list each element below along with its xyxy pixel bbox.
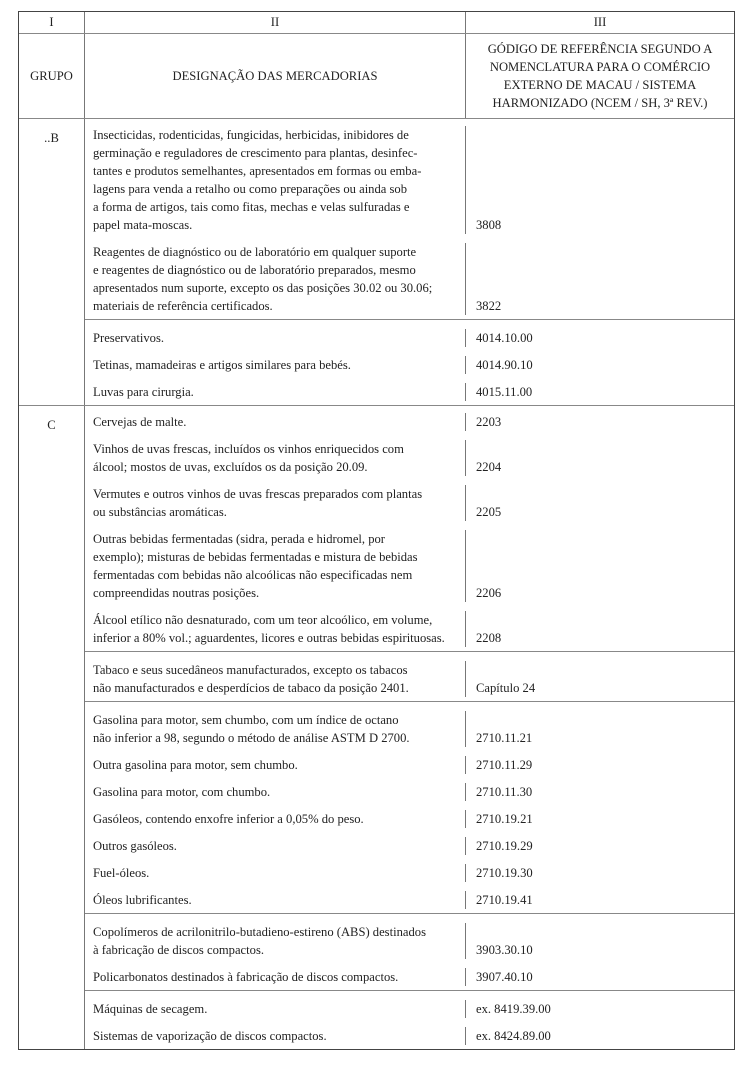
reference-code-cell [466,383,734,401]
reference-code-cell [466,1000,734,1018]
reference-code: ex. 8424.89.00 [476,1029,551,1043]
table-row [85,864,734,882]
reference-code-cell [466,126,734,234]
reference-code: 2208 [476,631,502,645]
goods-description [85,1027,466,1045]
description-line: e reagentes de diagnóstico ou de laboratório preparados, mesmo [93,263,416,277]
description-line: tantes e produtos semelhantes, apresentados em formas ou emba- [93,164,422,178]
table-row [85,356,734,374]
goods-description [85,243,466,315]
description-line: Luvas para cirurgia. [93,385,194,399]
goods-description [85,783,466,801]
description-line: Outras bebidas fermentadas (sidra, perada e hidromel, por [93,532,385,546]
reference-code: 3822 [476,299,502,313]
goods-description [85,756,466,774]
description-line: Outra gasolina para motor, sem chumbo. [93,758,298,772]
subsection [85,119,734,319]
goods-description [85,611,466,647]
description-line: exemplo); misturas de bebidas fermentadas e mistura de bebidas [93,550,418,564]
description-line: Cervejas de malte. [93,415,187,429]
subsection [85,990,734,1049]
table-row [85,243,734,315]
table-row [85,126,734,234]
group-body [85,119,734,405]
table-row [85,968,734,986]
reference-code: 4014.90.10 [476,358,533,372]
subsection [85,913,734,990]
group-body [85,406,734,1049]
column-number-i: I [19,12,85,33]
reference-code: 4015.11.00 [476,385,533,399]
goods-description [85,329,466,347]
table-row [85,810,734,828]
reference-code: 2206 [476,586,502,600]
goods-description [85,837,466,855]
reference-code: 2710.19.30 [476,866,533,880]
description-line: Outros gasóleos. [93,839,177,853]
goods-description [85,711,466,747]
reference-code-cell [466,968,734,986]
description-line: álcool; mostos de uvas, excluídos os da posição 20.09. [93,460,368,474]
reference-code: 2204 [476,460,502,474]
description-line: Tabaco e seus sucedâneos manufacturados, excepto os tabacos [93,663,408,677]
goods-description [85,968,466,986]
goods-description [85,810,466,828]
code-title-line: EXTERNO DE MACAU / SISTEMA [503,78,697,92]
reference-code: 4014.10.00 [476,331,533,345]
description-line: Fuel-óleos. [93,866,150,880]
reference-code-cell [466,711,734,747]
code-title-line: GÓDIGO DE REFERÊNCIA SEGUNDO A [487,42,713,56]
description-line: ou substâncias aromáticas. [93,505,227,519]
subsection [85,651,734,701]
table-row [85,1000,734,1018]
reference-code-cell [466,661,734,697]
reference-code: 2205 [476,505,502,519]
group-label: C [19,406,85,1049]
description-line: Copolímeros de acrilonitrilo-butadieno-estireno (ABS) destinados [93,925,426,939]
reference-code-cell [466,837,734,855]
subsection [85,319,734,405]
description-line: à fabricação de discos compactos. [93,943,264,957]
reference-code-cell [466,329,734,347]
description-line: apresentados num suporte, excepto os das posições 30.02 ou 30.06; [93,281,433,295]
group-row [19,119,734,406]
table-row [85,837,734,855]
description-line: Policarbonatos destinados à fabricação de discos compactos. [93,970,399,984]
column-title-code [466,34,734,118]
reference-code-cell [466,440,734,476]
goods-description [85,413,466,431]
description-line: Insecticidas, rodenticidas, fungicidas, herbicidas, inibidores de [93,128,409,142]
reference-code: ex. 8419.39.00 [476,1002,551,1016]
reference-code: 3808 [476,218,502,232]
reference-code: 3903.30.10 [476,943,533,957]
column-title-row [19,34,734,119]
table-body [19,119,734,1049]
reference-code-cell [466,783,734,801]
group-label: ..B [19,119,85,405]
reference-code-cell [466,356,734,374]
description-line: não inferior a 98, segundo o método de análise ASTM D 2700. [93,731,410,745]
reference-code: 2203 [476,415,502,429]
table-row [85,891,734,909]
table-row [85,485,734,521]
reference-code-cell [466,891,734,909]
table-row [85,413,734,431]
reference-code: 3907.40.10 [476,970,533,984]
column-number-row [19,12,734,34]
reference-code-cell [466,810,734,828]
description-line: materiais de referência certificados. [93,299,273,313]
description-line: germinação e reguladores de crescimento para plantas, desinfec- [93,146,418,160]
description-line: inferior a 80% vol.; aguardentes, licores e outras bebidas espirituosas. [93,631,445,645]
reference-code: 2710.11.21 [476,731,533,745]
table-row [85,661,734,697]
goods-description [85,661,466,697]
reference-code-cell [466,611,734,647]
description-line: Preservativos. [93,331,164,345]
description-line: Máquinas de secagem. [93,1002,208,1016]
description-line: compreendidas noutras posições. [93,586,260,600]
goods-description [85,923,466,959]
description-line: lagens para venda a retalho ou como preparações ou ainda sob [93,182,408,196]
goods-description [85,485,466,521]
reference-code-cell [466,864,734,882]
reference-code: 2710.19.41 [476,893,533,907]
reference-code: 2710.19.21 [476,812,533,826]
table-row [85,611,734,647]
reference-code: Capítulo 24 [476,681,536,695]
description-line: Gasolina para motor, sem chumbo, com um índice de octano [93,713,399,727]
description-line: a forma de artigos, tais como fitas, mechas e velas sulfuradas e [93,200,410,214]
subsection [85,701,734,913]
description-line: Vinhos de uvas frescas, incluídos os vinhos enriquecidos com [93,442,404,456]
reference-code-cell [466,923,734,959]
description-line: Vermutes e outros vinhos de uvas frescas preparados com plantas [93,487,423,501]
column-title-designation: DESIGNAÇÃO DAS MERCADORIAS [85,34,466,118]
reference-code-cell [466,756,734,774]
table-row [85,383,734,401]
description-line: Gasolina para motor, com chumbo. [93,785,271,799]
code-title-line: NOMENCLATURA PARA O COMÉRCIO [489,60,711,74]
column-number-iii: III [593,15,607,29]
reference-code-cell [466,485,734,521]
goods-description [85,356,466,374]
description-line: fermentadas com bebidas não alcoólicas não especificadas nem [93,568,413,582]
goods-description [85,440,466,476]
table-row [85,756,734,774]
goods-description [85,1000,466,1018]
description-line: Sistemas de vaporização de discos compactos. [93,1029,327,1043]
goods-description [85,530,466,602]
code-title-line: HARMONIZADO (NCEM / SH, 3ª REV.) [492,96,708,110]
goods-table [18,11,735,1050]
description-line: Tetinas, mamadeiras e artigos similares para bebés. [93,358,351,372]
table-row [85,329,734,347]
goods-description [85,383,466,401]
table-row [85,530,734,602]
table-row [85,711,734,747]
description-line: não manufacturados e desperdícios de tabaco da posição 2401. [93,681,409,695]
column-title-group: GRUPO [19,34,85,118]
goods-description [85,126,466,234]
goods-description [85,891,466,909]
reference-code: 2710.11.30 [476,785,533,799]
reference-code: 2710.11.29 [476,758,533,772]
reference-code-cell [466,413,734,431]
goods-description [85,864,466,882]
table-row [85,923,734,959]
description-line: Reagentes de diagnóstico ou de laboratório em qualquer suporte [93,245,417,259]
description-line: Álcool etílico não desnaturado, com um teor alcoólico, em volume, [93,613,433,627]
reference-code-cell [466,1027,734,1045]
description-line: papel mata-moscas. [93,218,193,232]
reference-code-cell [466,530,734,602]
reference-code-cell [466,243,734,315]
subsection [85,406,734,651]
reference-code: 2710.19.29 [476,839,533,853]
table-row [85,783,734,801]
table-row [85,1027,734,1045]
group-row [19,406,734,1049]
column-number-ii: II [85,12,466,33]
table-row [85,440,734,476]
description-line: Óleos lubrificantes. [93,893,192,907]
description-line: Gasóleos, contendo enxofre inferior a 0,05% do peso. [93,812,364,826]
